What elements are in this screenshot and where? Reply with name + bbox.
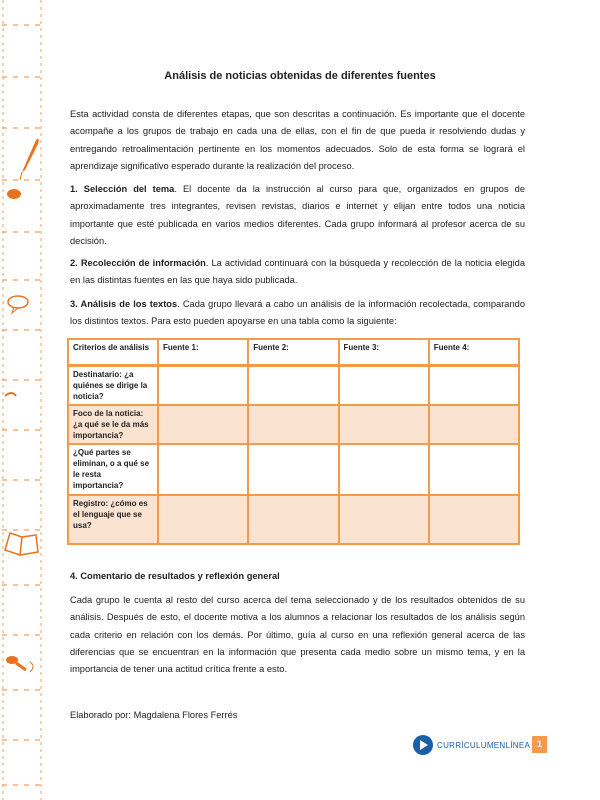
table-cell (339, 495, 429, 544)
table-cell (158, 366, 248, 406)
table-cell (158, 495, 248, 544)
page-number: 1 (532, 736, 547, 753)
table-row (68, 495, 519, 544)
header-criteria: Criterios de análisis (68, 339, 158, 366)
header-source-1: Fuente 1: (158, 339, 248, 366)
table-row (68, 366, 519, 406)
table-cell (158, 405, 248, 444)
table-cell (248, 405, 338, 444)
table-cell (429, 405, 519, 444)
criterion-cell: Destinatario: ¿a quiénes se dirige la noticia? (68, 366, 158, 406)
step-1-text: . El docente da la instrucción al curso para que, organizados en grupos de aproximadamente tres integrantes, revisen revistas, diarios e internet y elijan entre todos una noticia importante que esté publicada en varios medios diferentes. Cada grupo informará al profesor acerca de su decisión. (70, 184, 525, 246)
table-cell (248, 366, 338, 406)
decorative-margin-strip (0, 0, 44, 800)
step-1 (70, 181, 525, 250)
analysis-table (67, 338, 520, 545)
header-source-2: Fuente 2: (248, 339, 338, 366)
logo-text: CURRÍCULUMENLÍNEA (437, 740, 531, 750)
criterion-cell: Foco de la noticia: ¿a qué se le da más importancia? (68, 405, 158, 444)
table-cell (339, 405, 429, 444)
table-cell (339, 366, 429, 406)
step-3 (70, 296, 525, 331)
table-row (68, 444, 519, 495)
step-1-heading: 1. Selección del tema (70, 184, 175, 194)
step-2-heading: 2. Recolección de información (70, 258, 206, 268)
microphone-icon (6, 656, 33, 672)
table-cell (248, 495, 338, 544)
criterion-cell: ¿Qué partes se eliminan, o a qué se le resta importancia? (68, 444, 158, 495)
table-cell (158, 444, 248, 495)
table-header-row (68, 339, 519, 366)
intro-paragraph: Esta actividad consta de diferentes etapas, que son descritas a continuación. Es importante que el docente acompañe a los grupos de trabajo en cada una de ellas, con el fin de que pueda ir resolviendo dudas y entregando retroalimentación pertinente en los momentos adecuados. Solo de esta forma se logrará el aprendizaje significativo esperado durante la realización del proceso. (70, 109, 525, 171)
play-logo-icon (413, 735, 433, 755)
hand-icon (7, 189, 21, 199)
document-title: Análisis de noticias obtenidas de diferentes fuentes (164, 70, 436, 82)
criterion-cell: Registro: ¿cómo es el lenguaje que se usa? (68, 495, 158, 544)
step-2 (70, 255, 525, 290)
table-cell (429, 495, 519, 544)
quill-icon (20, 139, 39, 180)
table-cell (429, 444, 519, 495)
step-2-text: . La actividad continuará con la búsqueda y recolección de la noticia elegida en las distintas fuentes en las que haya sido publicada. (70, 258, 526, 286)
table-cell (339, 444, 429, 495)
table-cell (248, 444, 338, 495)
header-source-3: Fuente 3: (339, 339, 429, 366)
author-credit: Elaborado por: Magdalena Flores Ferrés (70, 710, 238, 720)
table-row (68, 405, 519, 444)
open-book-icon (5, 533, 38, 555)
step-3-text: . Cada grupo llevará a cabo un análisis de la información recolectada, comparando los distintos textos. Para esto pueden apoyarse en una tabla como la siguiente: (70, 299, 525, 327)
step-3-heading: 3. Análisis de los textos (70, 299, 178, 309)
pointing-icon (5, 393, 16, 396)
header-source-4: Fuente 4: (429, 339, 519, 366)
speech-bubble-icon (8, 296, 28, 313)
table-cell (429, 366, 519, 406)
step-4-heading: 4. Comentario de resultados y reflexión general (70, 571, 280, 581)
curriculum-en-linea-logo (413, 735, 530, 755)
step-4-text: Cada grupo le cuenta al resto del curso acerca del tema seleccionado y de los resultados obtenidos de su análisis. Después de esto, el docente motiva a los alumnos a relacionar los resultados de los análisis según cada criterio en relación con los demás. Por último, guía al curso en una reflexión general acerca de las diferencias que se encuentran en la información que presenta cada medio sobre un mismo tema, y en la importancia de tener una actitud crítica frente a esto. (70, 595, 525, 675)
